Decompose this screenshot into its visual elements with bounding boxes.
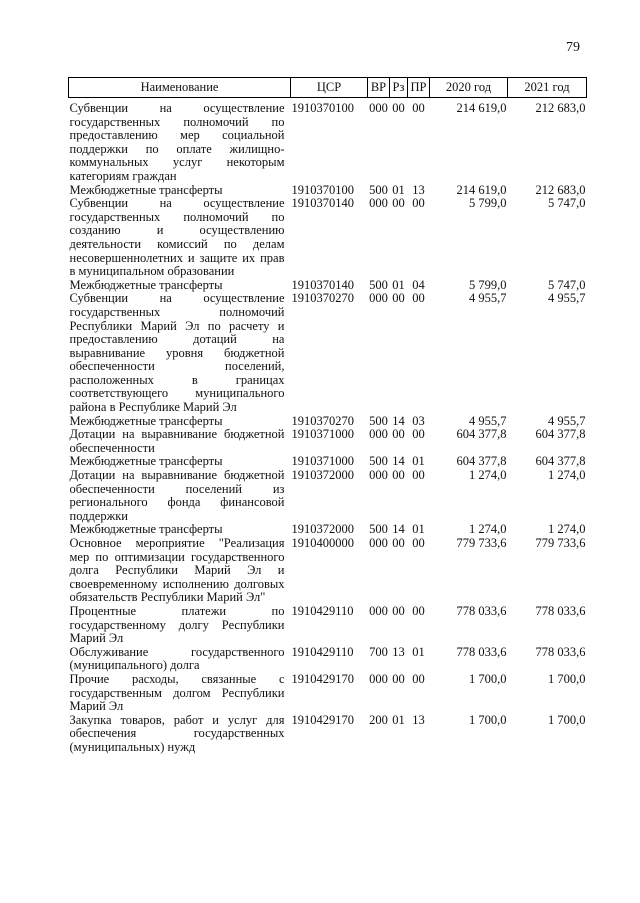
cell-rz: 01 (392, 712, 405, 727)
cell-name: Дотации на выравнивание бюджетной обеспеченности поселений из регионального фонда финансовой поддержки (69, 468, 285, 523)
table-row (69, 469, 587, 523)
cell-vr: 000 (369, 427, 388, 442)
cell-csr: 1910370100 (291, 101, 354, 115)
cell-2020: 5 799,0 (469, 196, 507, 211)
cell-vr: 000 (369, 101, 388, 115)
budget-table (68, 77, 587, 755)
table-body (69, 98, 587, 755)
cell-csr: 1910371000 (291, 427, 354, 442)
cell-2020: 1 274,0 (469, 522, 507, 537)
cell-2020: 604 377,8 (456, 427, 507, 442)
cell-vr: 000 (369, 603, 388, 618)
table-row (69, 605, 587, 646)
header-rz: Рз (390, 78, 408, 98)
cell-2020: 214 619,0 (456, 182, 507, 197)
cell-csr: 1910370140 (291, 196, 354, 211)
cell-csr: 1910370270 (291, 413, 354, 428)
cell-rz: 01 (392, 277, 405, 292)
cell-pr: 00 (412, 427, 425, 442)
cell-rz: 00 (392, 427, 405, 442)
cell-pr: 01 (412, 644, 425, 659)
cell-2020: 778 033,6 (456, 644, 507, 659)
cell-rz: 14 (392, 454, 405, 469)
cell-pr: 13 (412, 712, 425, 727)
cell-vr: 500 (369, 522, 388, 537)
cell-name: Прочие расходы, связанные с государственным долгом Республики Марий Эл (69, 671, 285, 714)
cell-csr: 1910400000 (291, 536, 354, 550)
cell-vr: 000 (369, 468, 388, 483)
cell-2021: 1 274,0 (548, 468, 586, 483)
cell-vr: 000 (369, 196, 388, 211)
cell-csr: 1910372000 (291, 468, 354, 483)
cell-2021: 4 955,7 (548, 291, 586, 306)
cell-rz: 00 (392, 291, 405, 306)
cell-2020: 5 799,0 (469, 277, 507, 292)
cell-2021: 1 700,0 (548, 712, 586, 727)
cell-name: Субвенции на осуществление государственных полномочий по созданию и осуществлению деятельности комиссий по делам несовершеннолетних и защите их прав в муниципальном образовании (69, 196, 285, 279)
cell-2021: 779 733,6 (535, 536, 586, 550)
cell-2020: 779 733,6 (456, 536, 507, 550)
cell-pr: 13 (412, 182, 425, 197)
table-row (69, 428, 587, 455)
cell-2020: 214 619,0 (456, 101, 507, 115)
cell-vr: 200 (369, 712, 388, 727)
cell-name: Обслуживание государственного (муниципального) долга (69, 644, 285, 673)
cell-rz: 00 (392, 536, 405, 550)
cell-pr: 00 (412, 291, 425, 306)
cell-name: Субвенции на осуществление государственных полномочий Республики Марий Эл по расчету и предоставлению дотаций на выравнивание уровня бюджетной обеспеченности поселений, расположенных в границах соответствующего муниципального района в Республике Марий Эл (69, 291, 285, 415)
cell-name: Межбюджетные трансферты (69, 182, 223, 197)
table-row (69, 98, 587, 184)
header-name: Наименование (69, 78, 291, 98)
cell-2020: 1 700,0 (469, 671, 507, 686)
cell-2021: 5 747,0 (548, 196, 586, 211)
cell-2021: 1 274,0 (548, 522, 586, 537)
cell-2021: 604 377,8 (535, 454, 586, 469)
cell-vr: 500 (369, 413, 388, 428)
cell-csr: 1910370140 (291, 277, 354, 292)
cell-vr: 000 (369, 291, 388, 306)
cell-csr: 1910370100 (291, 182, 354, 197)
cell-pr: 01 (412, 454, 425, 469)
table-header-row (69, 78, 587, 98)
cell-csr: 1910372000 (291, 522, 354, 537)
header-2020: 2020 год (430, 78, 508, 98)
cell-2021: 604 377,8 (535, 427, 586, 442)
header-csr: ЦСР (291, 78, 368, 98)
cell-vr: 500 (369, 277, 388, 292)
cell-2021: 778 033,6 (535, 644, 586, 659)
cell-csr: 1910371000 (291, 454, 354, 469)
cell-2020: 4 955,7 (469, 413, 507, 428)
cell-vr: 500 (369, 182, 388, 197)
cell-name: Основное мероприятие "Реализация мер по оптимизации государственного долга Республики Марий Эл и своевременному исполнению долговых обязательств Республики Марий Эл" (69, 536, 285, 605)
cell-csr: 1910429170 (291, 671, 354, 686)
cell-name: Межбюджетные трансферты (69, 277, 223, 292)
cell-pr: 00 (412, 101, 425, 115)
header-2021: 2021 год (508, 78, 587, 98)
cell-csr: 1910429110 (291, 644, 354, 659)
table-row (69, 537, 587, 605)
cell-rz: 14 (392, 413, 405, 428)
cell-csr: 1910429170 (291, 712, 354, 727)
table-row (69, 292, 587, 414)
cell-rz: 00 (392, 101, 405, 115)
table-row (69, 415, 587, 429)
table-row (69, 646, 587, 673)
cell-pr: 00 (412, 671, 425, 686)
cell-2021: 212 683,0 (535, 101, 586, 115)
cell-pr: 00 (412, 196, 425, 211)
cell-pr: 00 (412, 603, 425, 618)
cell-pr: 01 (412, 522, 425, 537)
cell-rz: 13 (392, 644, 405, 659)
cell-2020: 4 955,7 (469, 291, 507, 306)
cell-2021: 212 683,0 (535, 182, 586, 197)
cell-2021: 4 955,7 (548, 413, 586, 428)
cell-2020: 1 700,0 (469, 712, 507, 727)
cell-rz: 14 (392, 522, 405, 537)
cell-name: Процентные платежи по государственному долгу Республики Марий Эл (69, 603, 285, 646)
table-row (69, 279, 587, 293)
cell-vr: 000 (369, 671, 388, 686)
cell-rz: 00 (392, 671, 405, 686)
cell-vr: 500 (369, 454, 388, 469)
cell-rz: 00 (392, 468, 405, 483)
cell-name: Межбюджетные трансферты (69, 413, 223, 428)
cell-2021: 1 700,0 (548, 671, 586, 686)
cell-name: Закупка товаров, работ и услуг для обеспечения государственных (муниципальных) нужд (69, 712, 285, 754)
cell-csr: 1910370270 (291, 291, 354, 306)
cell-2020: 1 274,0 (469, 468, 507, 483)
header-vr: ВР (368, 78, 390, 98)
table-row (69, 197, 587, 279)
table-row (69, 673, 587, 714)
table-row (69, 714, 587, 755)
header-pr: ПР (408, 78, 430, 98)
cell-rz: 00 (392, 196, 405, 211)
cell-vr: 700 (369, 644, 388, 659)
page-number: 79 (566, 40, 580, 55)
cell-name: Межбюджетные трансферты (69, 454, 223, 469)
cell-name: Межбюджетные трансферты (69, 522, 223, 537)
table-row (69, 455, 587, 469)
cell-rz: 00 (392, 603, 405, 618)
cell-2020: 604 377,8 (456, 454, 507, 469)
table-row (69, 184, 587, 198)
cell-name: Дотации на выравнивание бюджетной обеспеченности (69, 427, 285, 455)
cell-2020: 778 033,6 (456, 603, 507, 618)
cell-csr: 1910429110 (291, 603, 354, 618)
table-row (69, 523, 587, 537)
cell-pr: 03 (412, 413, 425, 428)
cell-vr: 000 (369, 536, 388, 550)
cell-2021: 5 747,0 (548, 277, 586, 292)
cell-rz: 01 (392, 182, 405, 197)
cell-pr: 00 (412, 536, 425, 550)
cell-name: Субвенции на осуществление государственных полномочий по предоставлению мер социальной поддержки по оплате жилищно-коммунальных услуг некоторым категориям граждан (69, 101, 285, 183)
cell-pr: 04 (412, 277, 425, 292)
cell-pr: 00 (412, 468, 425, 483)
cell-2021: 778 033,6 (535, 603, 586, 618)
